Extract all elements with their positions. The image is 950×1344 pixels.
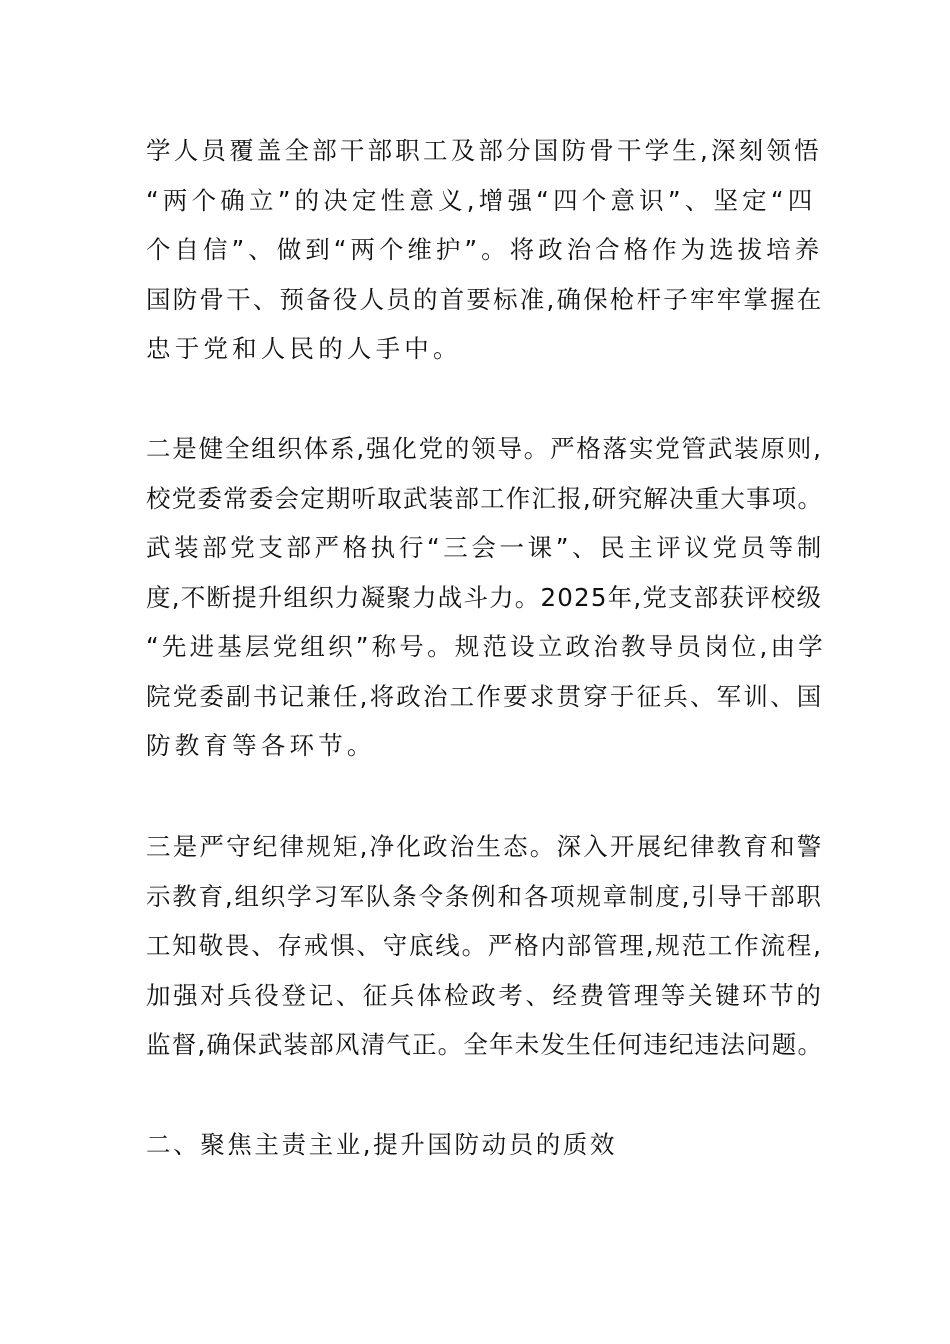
- text-line: 院党委副书记兼任,将政治工作要求贯穿于征兵、军训、国: [146, 681, 824, 711]
- text-line: “先进基层党组织”称号。规范设立政治教导员岗位,由学: [146, 632, 826, 661]
- text-line: 防教育等各环节。: [146, 731, 376, 760]
- section-heading: [146, 1120, 826, 1170]
- text-line: 忠于党和人民的人手中。: [146, 334, 462, 363]
- text-line: 二是健全组织体系,强化党的领导。严格落实党管武装原则,: [146, 434, 823, 463]
- text-line: 示教育,组织学习军队条令条例和各项规章制度,引导干部职: [146, 881, 823, 911]
- paragraph-political-loyalty: [146, 126, 826, 374]
- text-line: 加强对兵役登记、征兵体检政考、经费管理等关键环节的: [146, 980, 824, 1010]
- text-line: 三是严守纪律规矩,净化政治生态。深入开展纪律教育和警: [146, 832, 824, 861]
- paragraph-discipline-rules: [146, 822, 826, 1070]
- text-line: 度,不断提升组织力凝聚力战斗力。2025年,党支部获评校级: [146, 582, 823, 612]
- text-line: 个自信”、做到“两个维护”。将政治合格作为选拔培养: [146, 235, 824, 264]
- text-line: 武装部党支部严格执行“三会一课”、民主评议党员等制: [146, 533, 825, 562]
- text-line: 学人员覆盖全部干部职工及部分国防骨干学生,深刻领悟: [146, 136, 822, 165]
- paragraph-organization-system: [146, 424, 826, 771]
- text-line: “两个确立”的决定性意义,增强“四个意识”、坚定“四: [146, 185, 817, 215]
- section-heading-text: 二、聚焦主责主业,提升国防动员的质效: [146, 1130, 618, 1159]
- text-line: 校党委常委会定期听取武装部工作汇报,研究解决重大事项。: [146, 483, 824, 513]
- text-line: 监督,确保武装部风清气正。全年未发生任何违纪违法问题。: [146, 1030, 824, 1059]
- text-line: 国防骨干、预备役人员的首要标准,确保枪杆子牢牢掌握在: [146, 284, 824, 314]
- text-line: 工知敬畏、存戒惧、守底线。严格内部管理,规范工作流程,: [146, 931, 823, 960]
